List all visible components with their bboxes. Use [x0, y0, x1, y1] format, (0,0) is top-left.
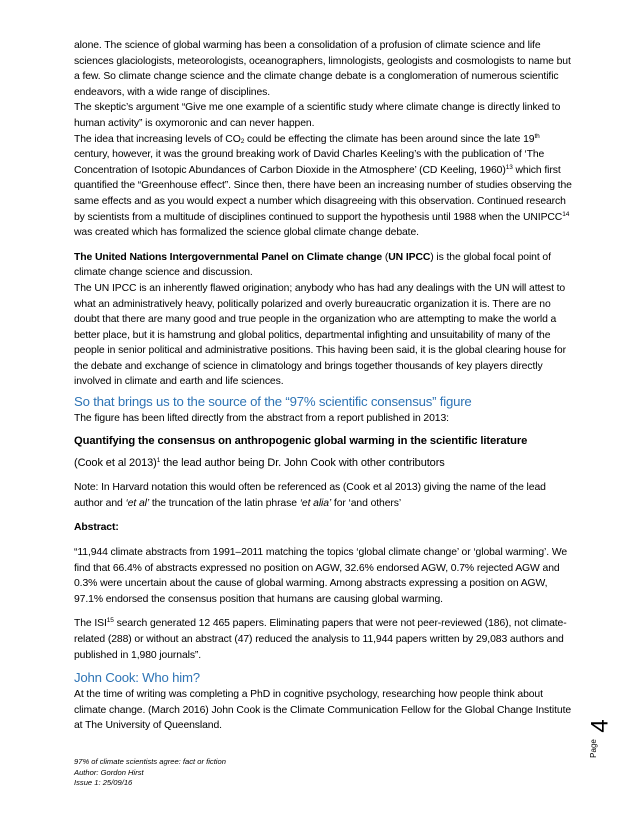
footnote-ref-1: 1	[156, 456, 161, 464]
paragraph-un-ipcc: The United Nations Intergovernmental Panel on Climate change (UN IPCC) is the global focal point of climate change science and discussion.	[74, 251, 551, 279]
paragraph-disciplines: alone. The science of global warming has been a consolidation of a profusion of climate science and life sciences glaciologists, meteorologists, oceanographers, limnologists, geologists and cosmologists to name but a few. So climate change science and the climate change debate is a conglomeration of numerous scientific endeavors, with a wide range of disciplines.	[74, 40, 571, 98]
abstract-paragraph-2: The ISI$^{15}$ search generated 12 465 papers. Eliminating papers that were not peer-reviewed (186), not climate-related (288) or without an abstract (47) reduced the analysis to 11,944 papers written by 29,083 authors and published in 1,980 journals”.	[74, 617, 567, 661]
harvard-note: Note: In Harvard notation this would often be referenced as (Cook et al 2013) giving the name of the lead author and ‘et al’ the truncation of the latin phrase ‘et alia’ for ‘and others’	[74, 482, 546, 509]
footer-issue: Issue 1: 25/09/16	[74, 778, 133, 788]
paragraph-source: The figure has been lifted directly from the abstract from a report published in 2013:	[74, 413, 449, 425]
paragraph-skeptic-argument: The skeptic’s argument “Give me one example of a scientific study where climate change is directly linked to human activity” is oxymoronic and can never happen.	[74, 102, 561, 129]
footer-title: 97% of climate scientists agree: fact or fiction	[74, 757, 226, 766]
abstract-label: Abstract:	[74, 522, 119, 534]
page-number	[586, 718, 614, 768]
abstract-paragraph-1: “11,944 climate abstracts from 1991–2011 matching the topics ‘global climate change’ or ‘global warming’. We find that 66.4% of abstracts expressed no position on AGW, 32.6% endorsed AGW, 0.7% rejected AGW and 0.3% were uncertain about the cause of global warming. Among abstracts expressing a position on AGW, 97.1% endorsed the consensus position that humans are causing global warming.	[74, 547, 568, 605]
footnote-ref-15: 15	[106, 617, 114, 625]
page-label: Page	[588, 739, 598, 758]
paragraph-ipcc-critique: The UN IPCC is an inherently flawed origination; anybody who has had any dealings with the UN will attest to what an administratively heavy, politically polarized and overly bureaucratic organization it is. There are no doubt that there are many good and true people in the organization who are attempting to make the world a better place, but it is hamstrung and global politics, departmental infighting and unsuitability of many of the people in senior political and administrative positions. This having been said, it is the global clearing house for the debate and exchange of science in climatology and brings together thousands of key players directly involved in climate and earth and life sciences.	[74, 282, 566, 388]
section-heading-consensus: So that brings us to the source of the “97% scientific consensus” figure	[74, 394, 472, 410]
document-body	[74, 38, 574, 734]
footnote-ref-14: 14	[562, 210, 570, 218]
paragraph-keeling: The idea that increasing levels of $CO_2$ could be effecting the climate has been around since the late 19th century, however, it was the ground breaking work of David Charles Keeling’s with the publication of ‘The Concentration of Isotopic Abundances of Carbon Dioxide in the Atmosphere’ (CD Keeling, 1960)$^{13}$ which first quantified the “Greenhouse effect”. Since then, there have been an increasing number of studies observing the same effects and as you would expect a number which disagreeing with this observation. Continued research by scientists from a multitude of disciplines continued to support the hypothesis until 1988 when the UNIPCC$^{14}$ was created which has formalized the science global climate change debate.	[74, 132, 572, 239]
section-heading-john-cook: John Cook: Who him?	[74, 670, 200, 686]
paragraph-john-cook: At the time of writing was completing a PhD in cognitive psychology, researching how people think about climate change. (March 2016) John Cook is the Climate Communication Fellow for the Global Change Institute at The University of Queensland.	[74, 689, 572, 732]
document-footer	[74, 757, 226, 789]
citation-line: (Cook et al 2013)$^1$ the lead author being Dr. John Cook with other contributors	[74, 456, 445, 469]
page-number-value: 4	[586, 719, 614, 733]
report-title: Quantifying the consensus on anthropogenic global warming in the scientific literature	[74, 434, 528, 447]
footnote-ref-13: 13	[505, 163, 513, 171]
footer-author: Author: Gordon Hirst	[74, 767, 144, 777]
